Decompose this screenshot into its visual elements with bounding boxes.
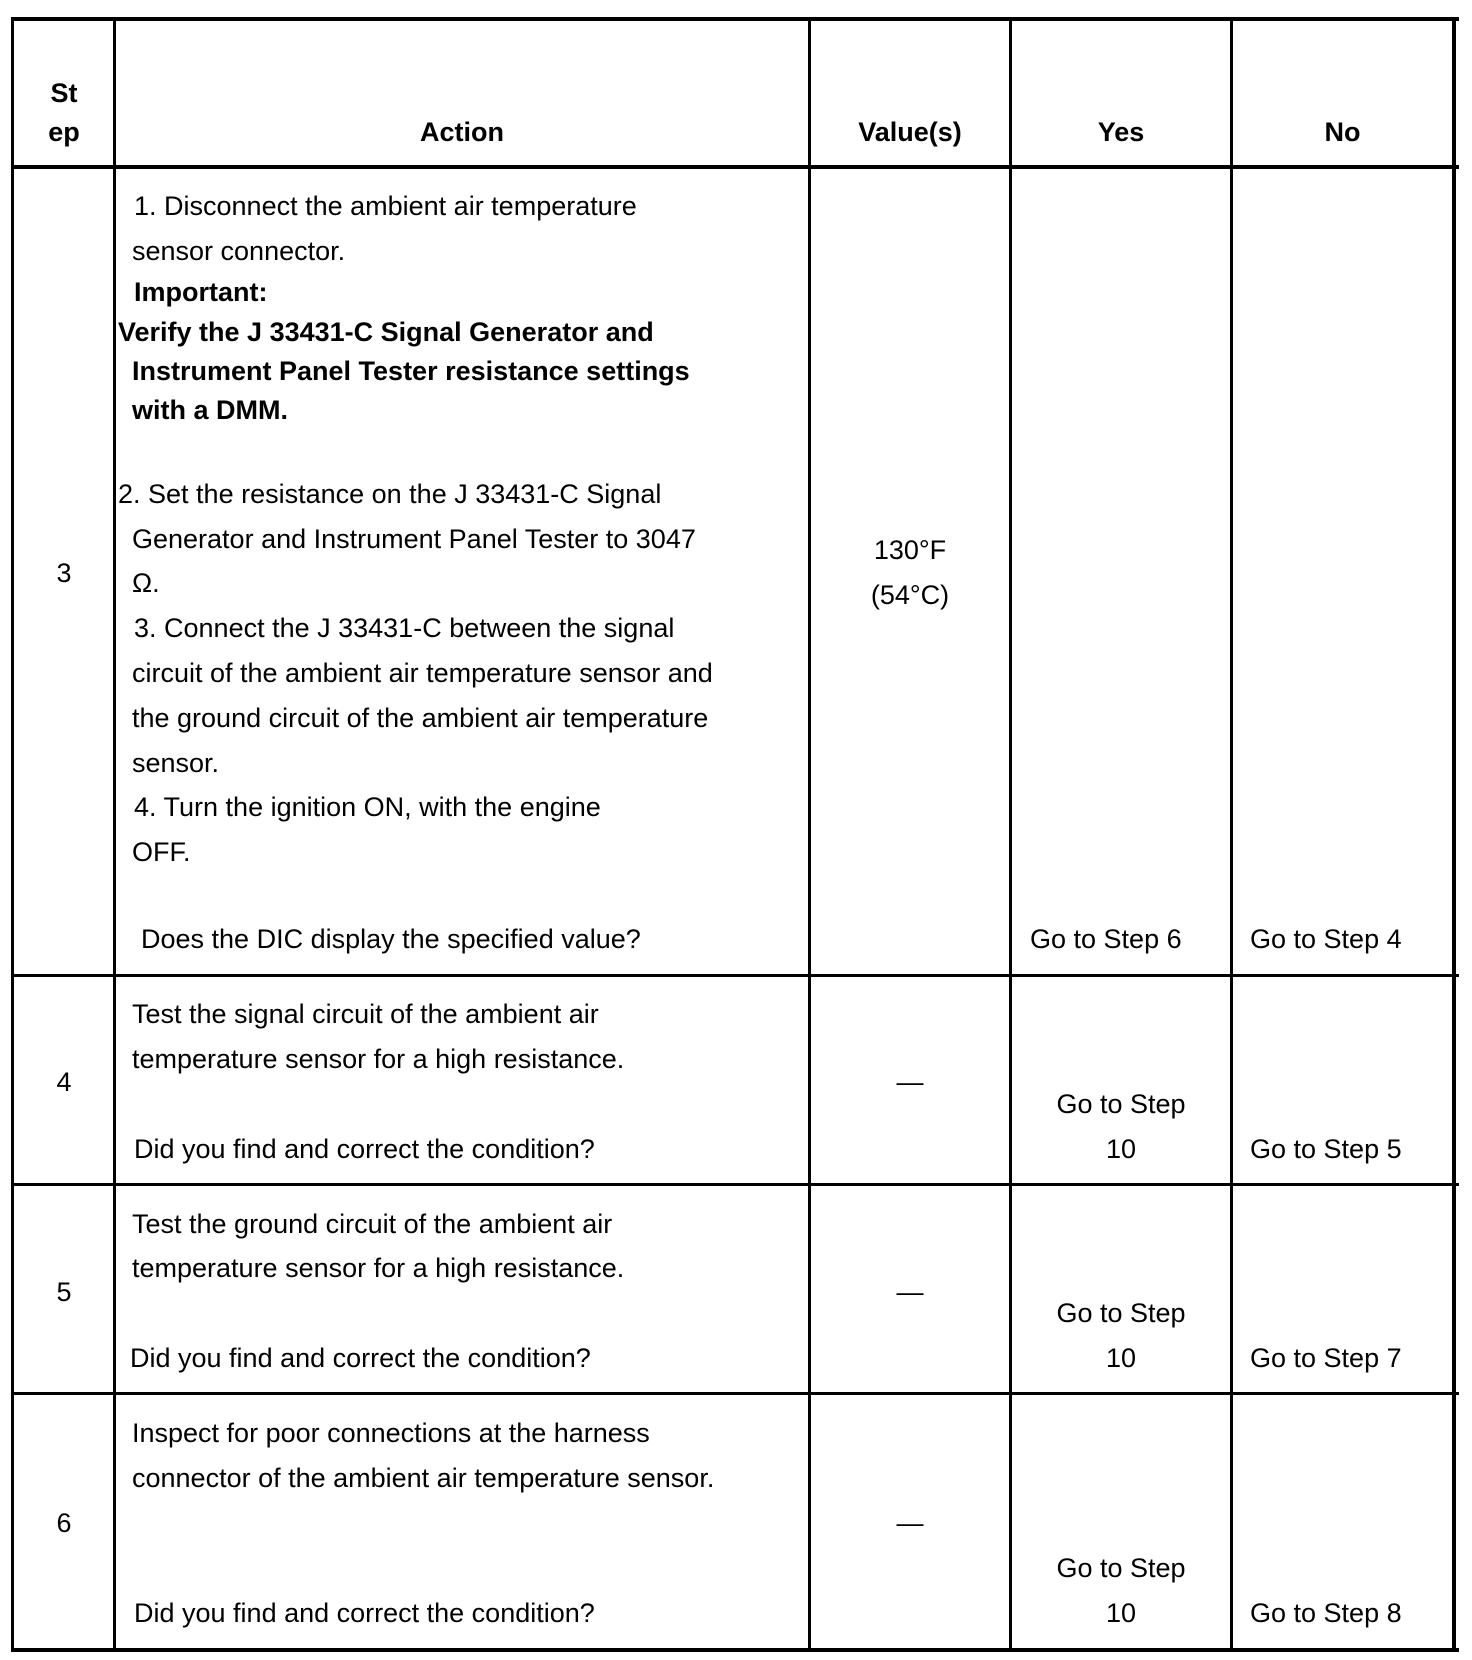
- action-question: Does the DIC display the specified value?: [141, 924, 641, 954]
- header-no: No: [1324, 117, 1361, 147]
- step-number: 5: [56, 1277, 72, 1307]
- header-step-line2: ep: [48, 117, 80, 147]
- action-line: circuit of the ambient air temperature sensor and: [132, 658, 713, 688]
- row-5-bottom-border: [11, 1392, 1459, 1395]
- yes-cell: Go to Step: [1056, 1298, 1186, 1328]
- action-line: Inspect for poor connections at the harness: [132, 1418, 650, 1448]
- table-bottom-border: [11, 1648, 1459, 1652]
- no-cell: Go to Step 8: [1250, 1598, 1402, 1628]
- table-top-border: [11, 17, 1459, 21]
- action-column-divider: [808, 17, 811, 1652]
- yes-column-divider: [1230, 17, 1233, 1652]
- yes-cell: Go to Step: [1056, 1553, 1186, 1583]
- action-line: 1. Disconnect the ambient air temperature: [134, 191, 637, 221]
- action-line: 3. Connect the J 33431-C between the signal: [134, 613, 675, 643]
- header-bottom-border: [11, 165, 1459, 169]
- action-line: Ω.: [132, 568, 160, 598]
- action-line: Generator and Instrument Panel Tester to 3047: [132, 524, 696, 554]
- step-number: 6: [56, 1508, 72, 1538]
- action-line: sensor connector.: [132, 236, 346, 266]
- action-question: Did you find and correct the condition?: [134, 1598, 595, 1628]
- action-line: temperature sensor for a high resistance.: [132, 1044, 625, 1074]
- important-label: Important:: [134, 277, 268, 307]
- action-line: the ground circuit of the ambient air temperature: [132, 703, 709, 733]
- value-cell: —: [896, 1508, 924, 1538]
- row-3-bottom-border: [11, 974, 1459, 977]
- yes-cell: Go to Step 6: [1030, 924, 1182, 954]
- header-action: Action: [420, 117, 504, 147]
- header-step-line1: St: [50, 78, 78, 108]
- important-note-line: with a DMM.: [132, 395, 288, 425]
- row-4-bottom-border: [11, 1183, 1459, 1186]
- no-cell: Go to Step 4: [1250, 924, 1402, 954]
- action-question: Did you find and correct the condition?: [130, 1343, 591, 1373]
- action-line: 2. Set the resistance on the J 33431-C Signal: [118, 479, 662, 509]
- value-cell: —: [896, 1277, 924, 1307]
- important-note-line: Verify the J 33431-C Signal Generator and: [118, 317, 654, 347]
- yes-cell: 10: [1105, 1134, 1137, 1164]
- value-cell: (54°C): [870, 580, 950, 610]
- action-line: Test the ground circuit of the ambient air: [132, 1209, 613, 1239]
- action-line: 4. Turn the ignition ON, with the engine: [134, 792, 601, 822]
- yes-cell: 10: [1105, 1598, 1137, 1628]
- action-line: sensor.: [132, 748, 220, 778]
- step-number: 3: [56, 558, 72, 588]
- header-values: Value(s): [858, 117, 962, 147]
- action-line: connector of the ambient air temperature sensor.: [132, 1463, 715, 1493]
- yes-cell: 10: [1105, 1343, 1137, 1373]
- header-yes: Yes: [1097, 117, 1145, 147]
- action-line: Test the signal circuit of the ambient air: [132, 999, 599, 1029]
- step-column-divider: [113, 17, 116, 1652]
- value-cell: 130°F: [873, 535, 947, 565]
- no-cell: Go to Step 7: [1250, 1343, 1402, 1373]
- table-right-border: [1452, 17, 1456, 1652]
- action-question: Did you find and correct the condition?: [134, 1134, 595, 1164]
- important-note-line: Instrument Panel Tester resistance settings: [132, 356, 690, 386]
- action-line: temperature sensor for a high resistance.: [132, 1253, 625, 1283]
- value-column-divider: [1009, 17, 1012, 1652]
- yes-cell: Go to Step: [1056, 1089, 1186, 1119]
- step-number: 4: [56, 1067, 72, 1097]
- value-cell: —: [896, 1067, 924, 1097]
- no-cell: Go to Step 5: [1250, 1134, 1402, 1164]
- table-left-border: [11, 17, 14, 1652]
- action-line: OFF.: [132, 837, 191, 867]
